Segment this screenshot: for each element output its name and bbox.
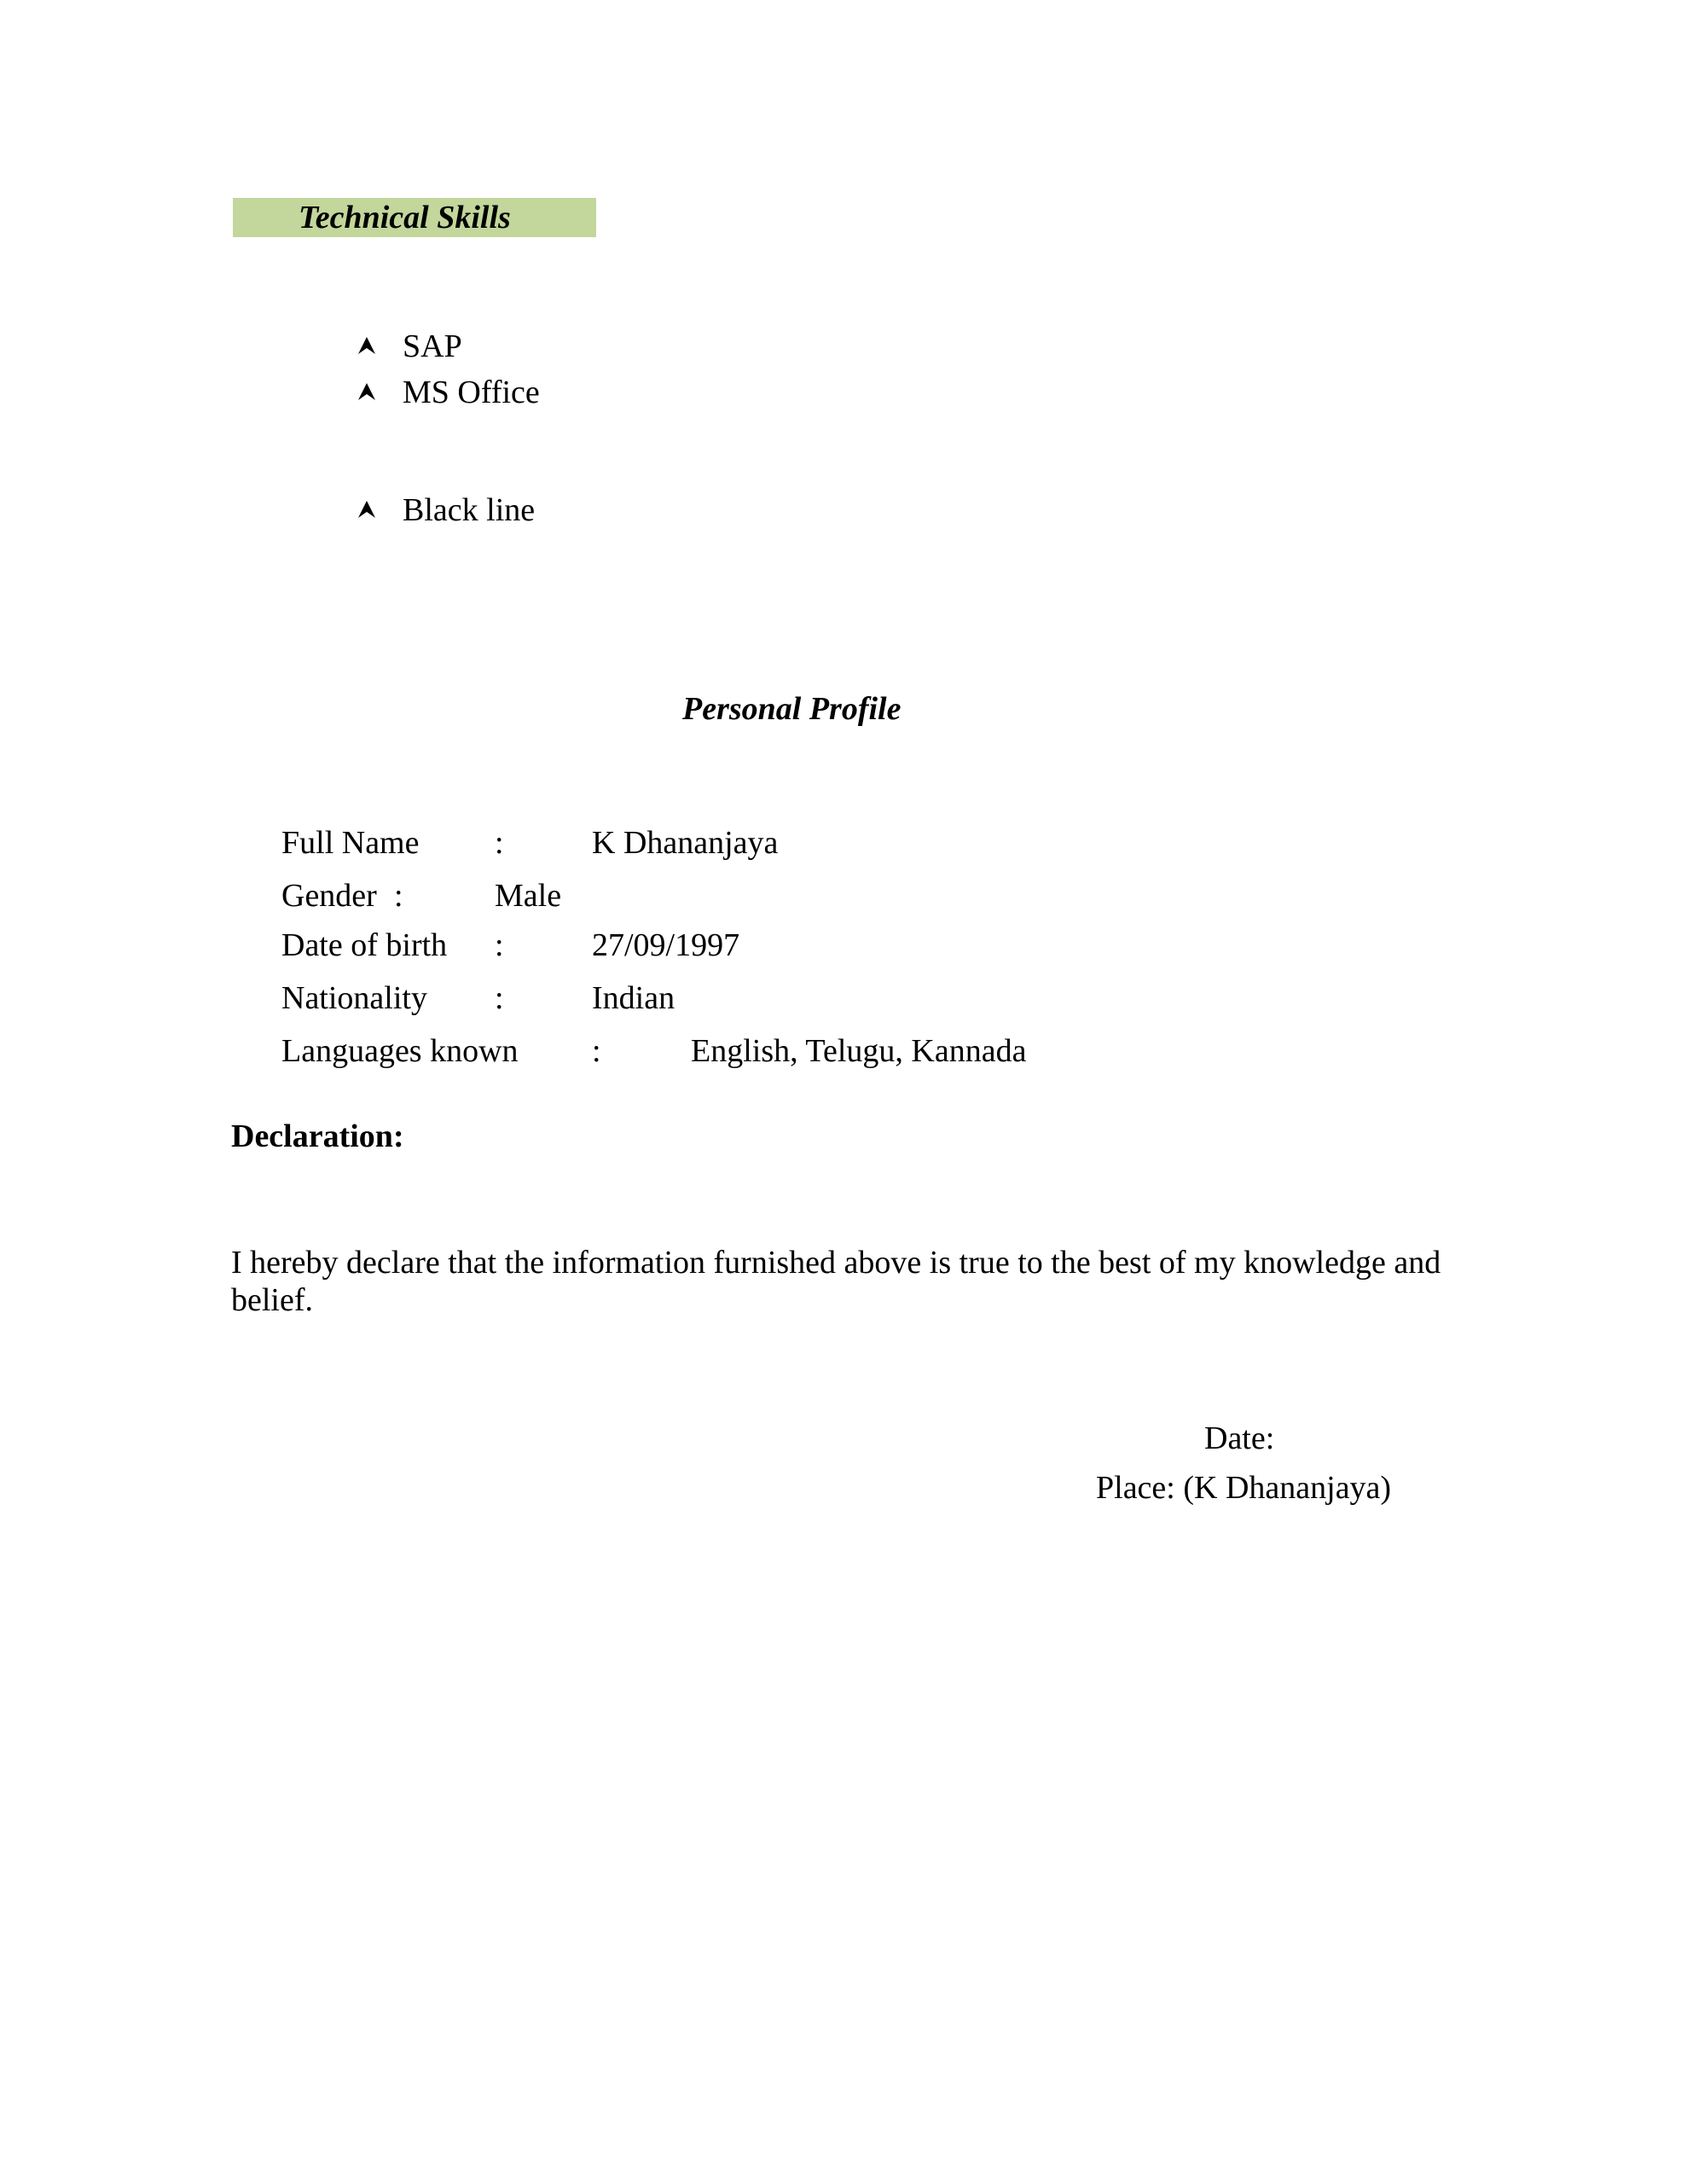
- arrowhead-bullet-icon: [357, 336, 377, 355]
- skill-item-sap: SAP: [403, 328, 462, 364]
- profile-label-nationality: Nationality: [281, 980, 427, 1016]
- profile-value-languages-known: English, Telugu, Kannada: [691, 1033, 1027, 1069]
- profile-label-date-of-birth: Date of birth: [281, 927, 448, 963]
- arrowhead-bullet-icon: [357, 500, 377, 519]
- profile-value-nationality: Indian: [592, 980, 675, 1016]
- personal-profile-heading: Personal Profile: [682, 691, 901, 727]
- technical-skills-heading: Technical Skills: [299, 200, 511, 235]
- profile-separator: :: [495, 980, 504, 1016]
- skill-item-ms-office: MS Office: [403, 375, 540, 410]
- skill-item-black-line: Black line: [403, 492, 536, 528]
- profile-label-languages-known: Languages known: [281, 1033, 519, 1069]
- declaration-heading: Declaration:: [231, 1118, 404, 1154]
- profile-value-full-name: K Dhananjaya: [592, 825, 779, 861]
- place-label: Place:: [1096, 1470, 1175, 1506]
- declaration-text: I hereby declare that the information furnished above is true to the best of my knowledge and belief.: [231, 1245, 1441, 1318]
- profile-separator: :: [394, 878, 403, 914]
- profile-separator: :: [592, 1033, 601, 1069]
- profile-value-gender: Male: [495, 878, 562, 914]
- profile-value-date-of-birth: 27/09/1997: [592, 927, 740, 963]
- place-line: [1096, 1469, 1391, 1507]
- profile-label-gender: Gender: [281, 878, 377, 914]
- profile-label-full-name: Full Name: [281, 825, 420, 861]
- signatory-name: (K Dhananjaya): [1183, 1470, 1392, 1506]
- date-label: Date:: [1204, 1420, 1275, 1456]
- arrowhead-bullet-icon: [357, 382, 377, 401]
- profile-separator: :: [495, 825, 504, 861]
- profile-separator: :: [495, 927, 504, 963]
